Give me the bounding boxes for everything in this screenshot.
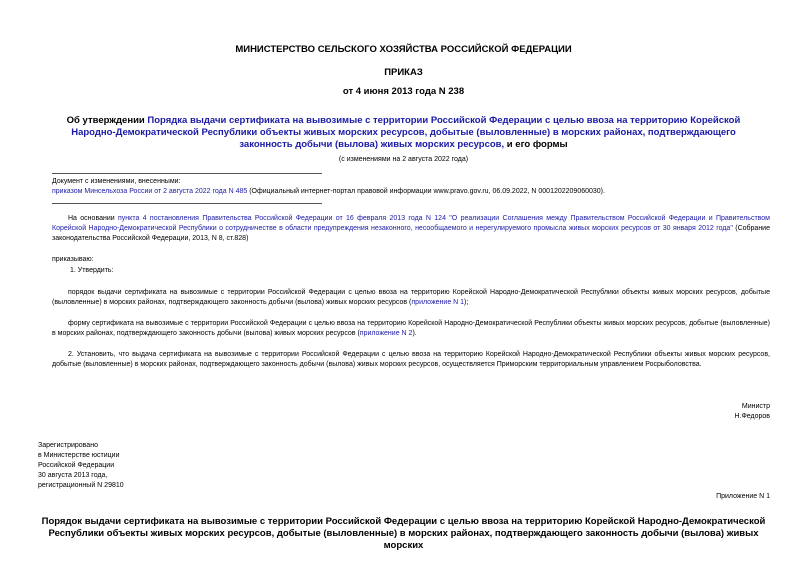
paragraph-1-text: 1. Утвердить:	[70, 267, 114, 274]
title-suffix: и его формы	[504, 139, 568, 150]
order-date: от 4 июня 2013 года N 238	[342, 86, 465, 97]
basis-paragraph	[52, 214, 770, 244]
document-title	[45, 115, 762, 151]
appendix-2-link[interactable]: приложение N 2	[359, 330, 413, 337]
basis-link[interactable]: пункта 4 постановления Правительства Российской Федерации от 16 февраля 2013 года N 124 "О реализации Соглашения между Правительством Российской Федерации и Правительством Корейской Народно-Демократической Республики о сотрудничестве в области предупреждения незаконного, несообщаемого и нерегулируемого промысла живых морских ресурсов от 30 января 2012 года"	[52, 215, 770, 232]
basis-suffix: (Собрание законодательства Российской Федерации, 2013, N 8, ст.828)	[52, 225, 770, 242]
registration-line: в Министерстве юстиции	[38, 452, 120, 459]
signer-position: Министр	[741, 403, 770, 410]
divider-top	[52, 173, 322, 174]
item-procedure	[52, 288, 770, 308]
registration-line: Зарегистрировано	[38, 442, 98, 449]
registration-block	[38, 441, 238, 491]
registration-line: 30 августа 2013 года,	[38, 472, 108, 479]
changes-rest: (Официальный интернет-портал правовой информации www.pravo.gov.ru, 06.09.2022, N 0001202209060030).	[247, 188, 605, 195]
changes-line	[52, 187, 772, 197]
title-link[interactable]: Порядка выдачи сертификата на вывозимые с территории Российской Федерации с целью ввоза на территорию Корейской Народно-Демократической Республики объекты живых морских ресурсов, добытые (выловленные) в морских районах, подтверждающего законность добычи (вылова) живых морских ресурсов,	[71, 115, 741, 150]
paragraph-2	[52, 350, 770, 370]
appendix-label: Приложение N 1	[716, 493, 770, 500]
appendix-title: Порядок выдачи сертификата на вывозимые с территории Российской Федерации с целью ввоза на территорию Корейской Народно-Демократической Республики объекты живых морских ресурсов, добытые (выловленные) в морских районах, подтверждающего законность добычи (вылова) живых морских	[41, 516, 766, 551]
changes-block	[52, 177, 772, 197]
registration-line: Российской Федерации	[38, 462, 115, 469]
paragraph-1	[52, 266, 114, 276]
item-procedure-end: );	[464, 299, 469, 306]
item-form-text: форму сертификата на вывозимые с территории Российской Федерации с целью ввоза на территорию Корейской Народно-Демократической Республики объекты живых морских ресурсов, добытые (выловленные) в морских районах, подтверждающего законность добычи (вылова) живых морских ресурсов (	[52, 320, 770, 337]
changes-label: Документ с изменениями, внесенными:	[52, 178, 181, 185]
basis-prefix: На основании	[68, 215, 119, 222]
appendix-1-link[interactable]: приложение N 1	[411, 299, 465, 306]
changes-link[interactable]: приказом Минсельхоза России от 2 августа 2022 года N 485	[52, 188, 248, 195]
paragraph-2-text: 2. Установить, что выдача сертификата на вывозимые с территории Российской Федерации с целью ввоза на территорию Корейской Народно-Демократической Республики объекты живых морских ресурсов, добытые (выловленные) в морских районах, подтверждающего законность добычи (вылова) живых морских ресурсов, осуществляется Приморским территориальным управлением Росрыболовства.	[52, 351, 770, 368]
orders-label: приказываю:	[52, 256, 94, 263]
item-form	[52, 319, 770, 339]
signer-name: Н.Федоров	[734, 413, 770, 420]
order-heading: ПРИКАЗ	[384, 67, 423, 78]
item-procedure-text: порядок выдачи сертификата на вывозимые с территории Российской Федерации с целью ввоза на территорию Корейской Народно-Демократической Республики объекты живых морских ресурсов, добытые (выловленные) в морских районах, подтверждающего законность добычи (вылова) живых морских ресурсов (	[52, 289, 770, 306]
item-form-end: ).	[412, 330, 417, 337]
divider-bottom	[52, 203, 322, 204]
ministry-heading: МИНИСТЕРСТВО СЕЛЬСКОГО ХОЗЯЙСТВА РОССИЙСКОЙ ФЕДЕРАЦИИ	[235, 44, 572, 55]
amended-note: (с изменениями на 2 августа 2022 года)	[338, 156, 469, 163]
registration-line: регистрационный N 29810	[38, 482, 124, 489]
title-prefix: Об утверждении	[66, 115, 148, 126]
signature-block	[600, 402, 770, 422]
